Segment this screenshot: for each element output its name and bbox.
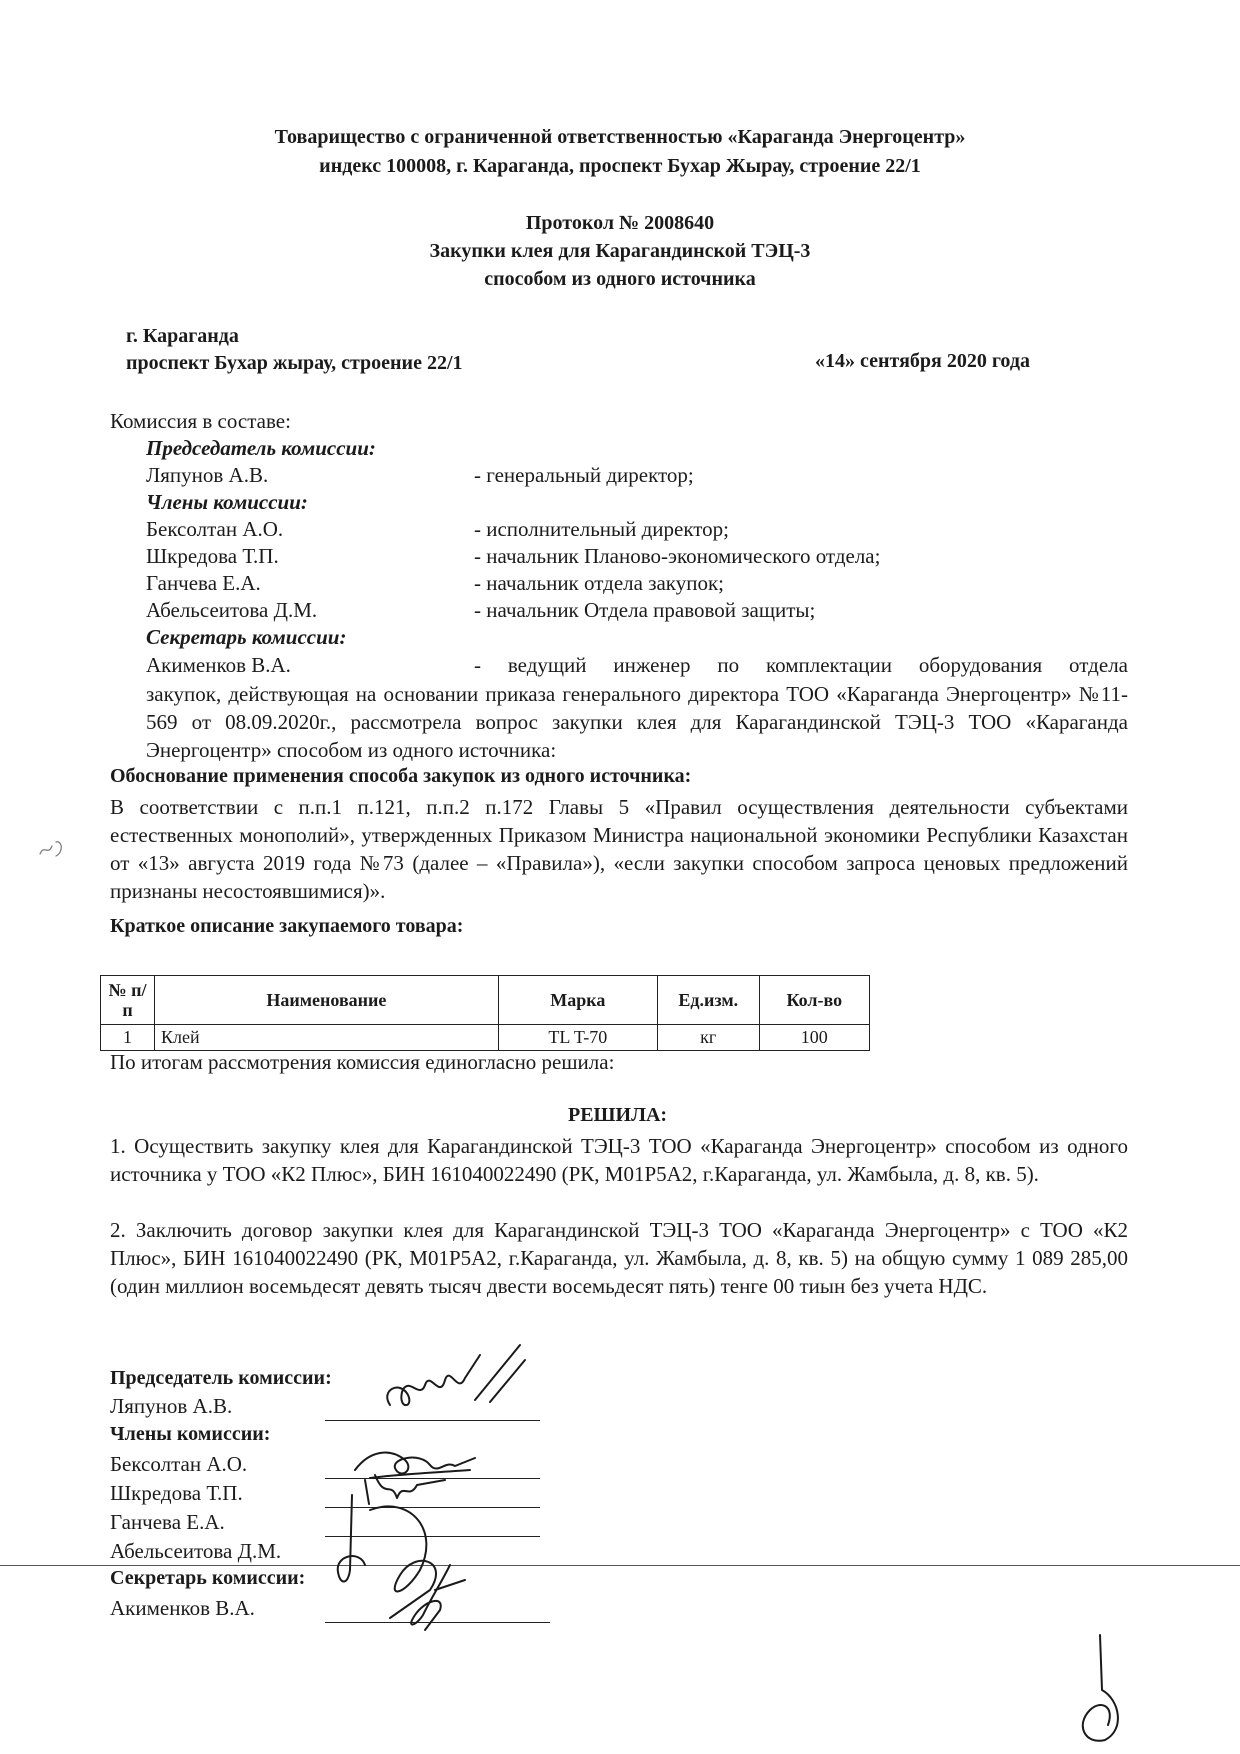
chairman-signature [380,1340,530,1420]
chairman-role: - генеральный директор; [474,463,694,487]
margin-mark [38,838,68,860]
sign-secretary-heading: Секретарь комиссии: [110,1567,306,1589]
member-name: Шкредова Т.П. [146,544,279,568]
secretary-text: закупок, действующая на основании приказа генерального директора ТОО «Караганда Энергоцентр» №11-569 от 08.09.2020г., рассмотрела вопрос закупки клея для Карагандинской ТЭЦ-3 ТОО «Караганда Энергоцентр» способом из одного источника: [146,682,1128,762]
protocol-number: Протокол № 2008640 [525,212,715,234]
sign-member-name: Ганчева Е.А. [110,1510,225,1534]
secretary-heading: Секретарь комиссии: [146,625,347,649]
member-name: Абельсеитова Д.М. [146,598,318,622]
org-name: Товарищество с ограниченной ответственностью «Караганда Энергоцентр» [274,126,966,148]
row-qty: 100 [759,1025,869,1051]
member-name: Ганчева Е.А. [146,571,261,595]
commission-intro: Комиссия в составе: [110,409,291,433]
goods-table-header [101,976,870,1025]
col-name: Наименование [155,976,499,1025]
protocol-method: способом из одного источника [484,268,756,290]
org-address: индекс 100008, г. Караганда, проспект Бухар Жырау, строение 22/1 [319,155,921,177]
justification-heading: Обоснование применения способа закупок из одного источника: [110,765,692,787]
col-unit: Ед.изм. [657,976,759,1025]
secretary-role: - ведущий инженер по комплектации оборудования отдела [474,653,1128,677]
row-name: Клей [155,1025,499,1051]
sign-chairman-name: Ляпунов А.В. [110,1394,233,1418]
member-role: - начальник отдела закупок; [474,571,724,595]
table-row [101,1025,870,1051]
goods-heading: Краткое описание закупаемого товара: [110,915,464,937]
goods-table [100,975,870,1051]
member-role: - исполнительный директор; [474,517,730,541]
decision-heading: РЕШИЛА: [568,1104,668,1126]
sign-member-name: Бексолтан А.О. [110,1452,248,1476]
justification-text: В соответствии с п.п.1 п.121, п.п.2 п.172 Главы 5 «Правил осуществления деятельности субъектами естественных монополий», утвержденных Приказом Министра национальной экономики Республики Казахстан от «13» августа 2019 года №73 (далее – «Правила»), «если закупки способом запроса ценовых предложений признаны несостоявшимися)». [110,795,1128,903]
col-qty: Кол-во [759,976,869,1025]
row-unit: кг [657,1025,759,1051]
member-name: Бексолтан А.О. [146,517,284,541]
margin-initials [1060,1630,1130,1750]
place-street: проспект Бухар жырау, строение 22/1 [126,352,463,374]
secretary-signature [395,1560,475,1635]
sign-secretary-name: Акименков В.А. [110,1596,255,1620]
scan-divider-line [0,1565,1240,1566]
members-heading: Члены комиссии: [146,490,308,514]
member-role: - начальник Отдела правовой защиты; [474,598,816,622]
sign-chairman-heading: Председатель комиссии: [110,1367,332,1389]
signature-line [325,1420,540,1421]
place-city: г. Караганда [126,325,239,347]
sign-member-name: Абельсеитова Д.М. [110,1539,282,1563]
sign-members-heading: Члены комиссии: [110,1423,271,1445]
protocol-date: «14» сентября 2020 года [815,350,1030,372]
sign-member-name: Шкредова Т.П. [110,1481,243,1505]
row-brand: TL T-70 [498,1025,657,1051]
chairman-heading: Председатель комиссии: [146,436,376,460]
member-role: - начальник Планово-экономического отдела; [474,544,881,568]
row-num: 1 [101,1025,155,1051]
decision-item-1: 1. Осуществить закупку клея для Карагандинской ТЭЦ-3 ТОО «Караганда Энергоцентр» способом из одного источника у ТОО «К2 Плюс», БИН 161040022490 (РК, M01P5A2, г.Караганда, ул. Жамбыла, д. 8, кв. 5). [110,1134,1128,1186]
col-brand: Марка [498,976,657,1025]
decision-item-2: 2. Заключить договор закупки клея для Карагандинской ТЭЦ-3 ТОО «Караганда Энергоцентр» с ТОО «К2 Плюс», БИН 161040022490 (РК, M01P5A2, г.Караганда, ул. Жамбыла, д. 8, кв. 5) на общую сумму 1 089 285,00 (один миллион восемьдесят девять тысяч двести восемьдесят пять) тенге 00 тиын без учета НДС. [110,1218,1128,1298]
result-intro: По итогам рассмотрения комиссия единогласно решила: [110,1050,615,1074]
chairman-name: Ляпунов А.В. [146,463,269,487]
protocol-subject: Закупки клея для Карагандинской ТЭЦ-3 [429,240,811,262]
secretary-name: Акименков В.А. [146,653,291,677]
col-num: № п/п [101,976,155,1025]
